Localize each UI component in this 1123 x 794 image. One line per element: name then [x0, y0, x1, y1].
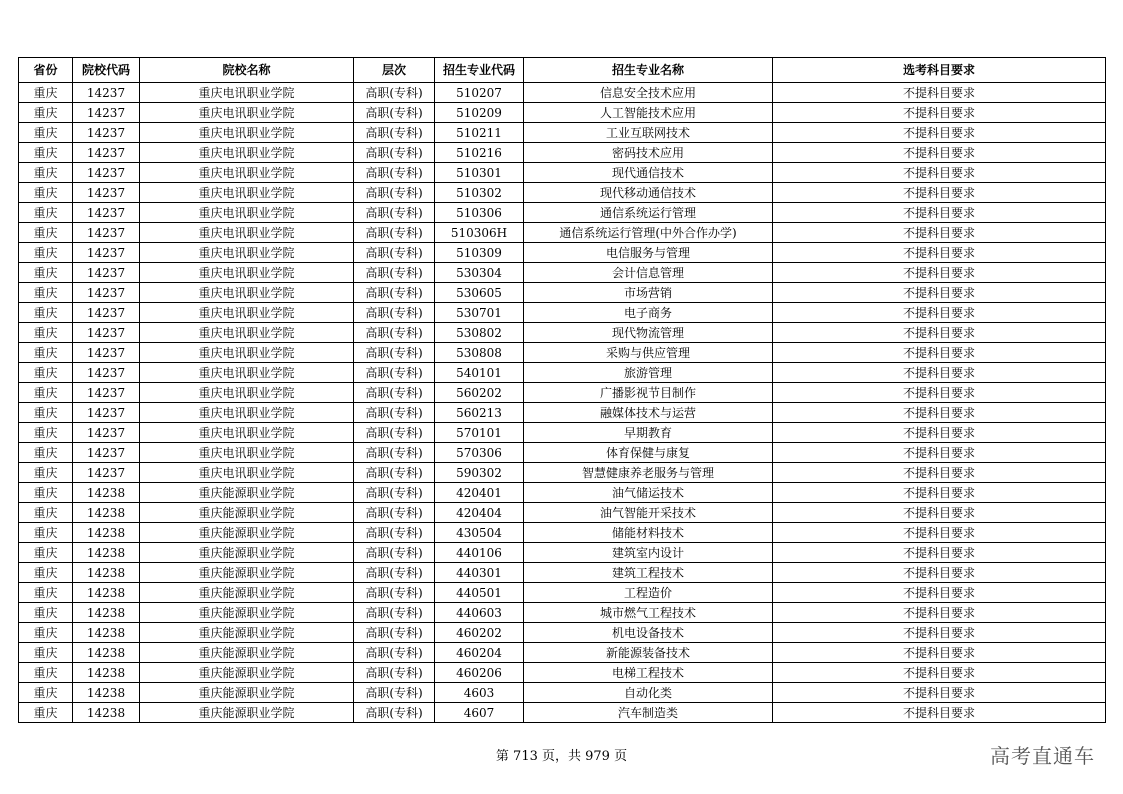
cell-major-code: 530808	[435, 343, 524, 363]
cell-major-code: 4603	[435, 683, 524, 703]
cell-level: 高职(专科)	[354, 583, 435, 603]
cell-major-code: 510216	[435, 143, 524, 163]
cell-school-name: 重庆电讯职业学院	[140, 203, 354, 223]
cell-school-code: 14237	[73, 143, 140, 163]
cell-major-name: 体育保健与康复	[524, 443, 773, 463]
cell-major-code: 420401	[435, 483, 524, 503]
cell-major-name: 工业互联网技术	[524, 123, 773, 143]
cell-level: 高职(专科)	[354, 623, 435, 643]
cell-subject-requirement: 不提科目要求	[773, 323, 1106, 343]
cell-major-name: 通信系统运行管理(中外合作办学)	[524, 223, 773, 243]
cell-level: 高职(专科)	[354, 103, 435, 123]
cell-major-code: 510209	[435, 103, 524, 123]
cell-school-code: 14238	[73, 543, 140, 563]
cell-school-code: 14238	[73, 663, 140, 683]
table-row	[19, 163, 1106, 183]
table-row	[19, 403, 1106, 423]
cell-subject-requirement: 不提科目要求	[773, 403, 1106, 423]
cell-province: 重庆	[19, 103, 73, 123]
cell-school-code: 14237	[73, 203, 140, 223]
cell-major-name: 电信服务与管理	[524, 243, 773, 263]
table-row	[19, 503, 1106, 523]
cell-province: 重庆	[19, 483, 73, 503]
cell-province: 重庆	[19, 263, 73, 283]
cell-subject-requirement: 不提科目要求	[773, 303, 1106, 323]
cell-province: 重庆	[19, 143, 73, 163]
cell-province: 重庆	[19, 323, 73, 343]
table-row	[19, 423, 1106, 443]
cell-major-code: 560213	[435, 403, 524, 423]
cell-school-name: 重庆电讯职业学院	[140, 83, 354, 103]
cell-level: 高职(专科)	[354, 83, 435, 103]
cell-level: 高职(专科)	[354, 703, 435, 723]
cell-subject-requirement: 不提科目要求	[773, 643, 1106, 663]
cell-major-name: 通信系统运行管理	[524, 203, 773, 223]
cell-level: 高职(专科)	[354, 403, 435, 423]
cell-major-name: 现代通信技术	[524, 163, 773, 183]
cell-major-code: 440603	[435, 603, 524, 623]
cell-school-code: 14238	[73, 643, 140, 663]
cell-province: 重庆	[19, 643, 73, 663]
table-row	[19, 603, 1106, 623]
cell-major-name: 建筑室内设计	[524, 543, 773, 563]
cell-level: 高职(专科)	[354, 563, 435, 583]
cell-major-code: 440106	[435, 543, 524, 563]
cell-school-code: 14237	[73, 283, 140, 303]
cell-major-code: 510211	[435, 123, 524, 143]
cell-level: 高职(专科)	[354, 603, 435, 623]
cell-school-name: 重庆电讯职业学院	[140, 323, 354, 343]
cell-school-code: 14238	[73, 503, 140, 523]
table-row	[19, 543, 1106, 563]
table-row	[19, 283, 1106, 303]
cell-school-name: 重庆能源职业学院	[140, 563, 354, 583]
table-row	[19, 263, 1106, 283]
table-row	[19, 683, 1106, 703]
cell-subject-requirement: 不提科目要求	[773, 383, 1106, 403]
cell-level: 高职(专科)	[354, 543, 435, 563]
cell-major-name: 储能材料技术	[524, 523, 773, 543]
cell-school-name: 重庆电讯职业学院	[140, 443, 354, 463]
cell-level: 高职(专科)	[354, 243, 435, 263]
cell-subject-requirement: 不提科目要求	[773, 423, 1106, 443]
table-row	[19, 83, 1106, 103]
cell-province: 重庆	[19, 463, 73, 483]
cell-school-code: 14237	[73, 383, 140, 403]
cell-major-code: 4607	[435, 703, 524, 723]
table-row	[19, 583, 1106, 603]
cell-major-code: 530605	[435, 283, 524, 303]
cell-subject-requirement: 不提科目要求	[773, 663, 1106, 683]
cell-school-code: 14237	[73, 303, 140, 323]
cell-school-name: 重庆能源职业学院	[140, 643, 354, 663]
cell-province: 重庆	[19, 503, 73, 523]
cell-major-name: 信息安全技术应用	[524, 83, 773, 103]
cell-level: 高职(专科)	[354, 643, 435, 663]
cell-major-name: 油气储运技术	[524, 483, 773, 503]
table-row	[19, 223, 1106, 243]
cell-subject-requirement: 不提科目要求	[773, 623, 1106, 643]
cell-level: 高职(专科)	[354, 523, 435, 543]
page-number: 第 713 页，共 979 页	[495, 749, 628, 764]
cell-level: 高职(专科)	[354, 163, 435, 183]
cell-province: 重庆	[19, 223, 73, 243]
cell-school-code: 14238	[73, 483, 140, 503]
cell-level: 高职(专科)	[354, 263, 435, 283]
cell-school-code: 14237	[73, 343, 140, 363]
cell-subject-requirement: 不提科目要求	[773, 223, 1106, 243]
cell-major-code: 510309	[435, 243, 524, 263]
cell-province: 重庆	[19, 543, 73, 563]
cell-level: 高职(专科)	[354, 443, 435, 463]
cell-subject-requirement: 不提科目要求	[773, 283, 1106, 303]
cell-subject-requirement: 不提科目要求	[773, 443, 1106, 463]
cell-school-code: 14237	[73, 263, 140, 283]
admissions-table	[18, 57, 1106, 723]
cell-subject-requirement: 不提科目要求	[773, 343, 1106, 363]
cell-school-name: 重庆电讯职业学院	[140, 303, 354, 323]
table-row	[19, 523, 1106, 543]
cell-province: 重庆	[19, 623, 73, 643]
cell-major-name: 早期教育	[524, 423, 773, 443]
cell-major-code: 440301	[435, 563, 524, 583]
cell-school-code: 14237	[73, 243, 140, 263]
cell-major-name: 会计信息管理	[524, 263, 773, 283]
cell-major-name: 油气智能开采技术	[524, 503, 773, 523]
cell-subject-requirement: 不提科目要求	[773, 363, 1106, 383]
cell-level: 高职(专科)	[354, 683, 435, 703]
cell-province: 重庆	[19, 683, 73, 703]
table-row	[19, 663, 1106, 683]
table-row	[19, 103, 1106, 123]
cell-province: 重庆	[19, 163, 73, 183]
table-row	[19, 303, 1106, 323]
cell-level: 高职(专科)	[354, 463, 435, 483]
cell-level: 高职(专科)	[354, 303, 435, 323]
cell-subject-requirement: 不提科目要求	[773, 483, 1106, 503]
cell-school-name: 重庆能源职业学院	[140, 543, 354, 563]
cell-major-name: 现代物流管理	[524, 323, 773, 343]
cell-school-name: 重庆能源职业学院	[140, 583, 354, 603]
table-row	[19, 643, 1106, 663]
cell-school-name: 重庆电讯职业学院	[140, 383, 354, 403]
cell-subject-requirement: 不提科目要求	[773, 603, 1106, 623]
cell-school-code: 14237	[73, 463, 140, 483]
cell-major-code: 560202	[435, 383, 524, 403]
table-row	[19, 183, 1106, 203]
cell-major-name: 新能源装备技术	[524, 643, 773, 663]
cell-school-code: 14237	[73, 183, 140, 203]
cell-province: 重庆	[19, 423, 73, 443]
cell-subject-requirement: 不提科目要求	[773, 123, 1106, 143]
table-body	[19, 83, 1106, 723]
cell-school-name: 重庆电讯职业学院	[140, 163, 354, 183]
header-row	[19, 58, 1106, 83]
cell-school-code: 14237	[73, 163, 140, 183]
cell-level: 高职(专科)	[354, 483, 435, 503]
header-level: 层次	[354, 58, 435, 83]
cell-major-name: 工程造价	[524, 583, 773, 603]
cell-subject-requirement: 不提科目要求	[773, 243, 1106, 263]
cell-subject-requirement: 不提科目要求	[773, 143, 1106, 163]
cell-province: 重庆	[19, 583, 73, 603]
cell-major-code: 510306	[435, 203, 524, 223]
cell-major-code: 460202	[435, 623, 524, 643]
cell-province: 重庆	[19, 303, 73, 323]
cell-major-code: 440501	[435, 583, 524, 603]
cell-level: 高职(专科)	[354, 123, 435, 143]
cell-school-code: 14238	[73, 603, 140, 623]
cell-level: 高职(专科)	[354, 323, 435, 343]
cell-major-code: 570101	[435, 423, 524, 443]
cell-level: 高职(专科)	[354, 503, 435, 523]
cell-major-name: 人工智能技术应用	[524, 103, 773, 123]
cell-school-name: 重庆能源职业学院	[140, 483, 354, 503]
cell-school-name: 重庆电讯职业学院	[140, 103, 354, 123]
table-row	[19, 703, 1106, 723]
cell-province: 重庆	[19, 663, 73, 683]
cell-school-name: 重庆电讯职业学院	[140, 223, 354, 243]
cell-province: 重庆	[19, 523, 73, 543]
header-major-name: 招生专业名称	[524, 58, 773, 83]
cell-major-code: 460204	[435, 643, 524, 663]
cell-province: 重庆	[19, 203, 73, 223]
table-row	[19, 343, 1106, 363]
cell-province: 重庆	[19, 283, 73, 303]
cell-school-code: 14238	[73, 703, 140, 723]
cell-province: 重庆	[19, 343, 73, 363]
cell-major-name: 机电设备技术	[524, 623, 773, 643]
table-row	[19, 323, 1106, 343]
cell-subject-requirement: 不提科目要求	[773, 683, 1106, 703]
cell-level: 高职(专科)	[354, 363, 435, 383]
cell-school-code: 14238	[73, 523, 140, 543]
watermark-logo-text: 高考直通车	[990, 744, 1095, 768]
cell-school-name: 重庆电讯职业学院	[140, 423, 354, 443]
cell-school-name: 重庆能源职业学院	[140, 503, 354, 523]
cell-subject-requirement: 不提科目要求	[773, 463, 1106, 483]
cell-school-code: 14238	[73, 583, 140, 603]
cell-major-name: 市场营销	[524, 283, 773, 303]
cell-school-code: 14238	[73, 683, 140, 703]
cell-school-name: 重庆电讯职业学院	[140, 123, 354, 143]
cell-major-name: 建筑工程技术	[524, 563, 773, 583]
cell-major-code: 530701	[435, 303, 524, 323]
cell-subject-requirement: 不提科目要求	[773, 103, 1106, 123]
cell-subject-requirement: 不提科目要求	[773, 563, 1106, 583]
cell-subject-requirement: 不提科目要求	[773, 83, 1106, 103]
cell-subject-requirement: 不提科目要求	[773, 183, 1106, 203]
cell-province: 重庆	[19, 383, 73, 403]
table-row	[19, 363, 1106, 383]
cell-school-code: 14237	[73, 403, 140, 423]
cell-school-code: 14237	[73, 323, 140, 343]
cell-major-name: 智慧健康养老服务与管理	[524, 463, 773, 483]
cell-province: 重庆	[19, 603, 73, 623]
cell-major-code: 510207	[435, 83, 524, 103]
cell-school-name: 重庆电讯职业学院	[140, 263, 354, 283]
table-row	[19, 623, 1106, 643]
table-row	[19, 383, 1106, 403]
cell-school-code: 14237	[73, 363, 140, 383]
cell-school-code: 14238	[73, 623, 140, 643]
table-row	[19, 443, 1106, 463]
cell-school-name: 重庆能源职业学院	[140, 603, 354, 623]
table-row	[19, 123, 1106, 143]
cell-major-name: 密码技术应用	[524, 143, 773, 163]
cell-major-code: 460206	[435, 663, 524, 683]
header-school-name: 院校名称	[140, 58, 354, 83]
cell-school-name: 重庆电讯职业学院	[140, 343, 354, 363]
cell-subject-requirement: 不提科目要求	[773, 503, 1106, 523]
cell-major-code: 530304	[435, 263, 524, 283]
cell-major-code: 530802	[435, 323, 524, 343]
cell-subject-requirement: 不提科目要求	[773, 203, 1106, 223]
cell-major-code: 430504	[435, 523, 524, 543]
cell-major-code: 510302	[435, 183, 524, 203]
cell-school-code: 14237	[73, 423, 140, 443]
cell-province: 重庆	[19, 83, 73, 103]
cell-province: 重庆	[19, 443, 73, 463]
cell-school-name: 重庆电讯职业学院	[140, 403, 354, 423]
cell-major-code: 420404	[435, 503, 524, 523]
cell-school-code: 14238	[73, 563, 140, 583]
cell-major-name: 自动化类	[524, 683, 773, 703]
header-province: 省份	[19, 58, 73, 83]
cell-subject-requirement: 不提科目要求	[773, 523, 1106, 543]
cell-school-code: 14237	[73, 123, 140, 143]
cell-major-name: 现代移动通信技术	[524, 183, 773, 203]
table-header	[19, 58, 1106, 83]
cell-major-name: 广播影视节目制作	[524, 383, 773, 403]
cell-major-name: 采购与供应管理	[524, 343, 773, 363]
cell-province: 重庆	[19, 363, 73, 383]
header-major-code: 招生专业代码	[435, 58, 524, 83]
cell-major-name: 城市燃气工程技术	[524, 603, 773, 623]
cell-major-code: 590302	[435, 463, 524, 483]
cell-level: 高职(专科)	[354, 663, 435, 683]
cell-major-code: 540101	[435, 363, 524, 383]
table-row	[19, 563, 1106, 583]
cell-subject-requirement: 不提科目要求	[773, 263, 1106, 283]
cell-school-name: 重庆电讯职业学院	[140, 463, 354, 483]
cell-subject-requirement: 不提科目要求	[773, 163, 1106, 183]
cell-school-name: 重庆能源职业学院	[140, 683, 354, 703]
table-row	[19, 203, 1106, 223]
table-row	[19, 243, 1106, 263]
cell-major-name: 旅游管理	[524, 363, 773, 383]
cell-major-code: 570306	[435, 443, 524, 463]
header-subject-requirement: 选考科目要求	[773, 58, 1106, 83]
cell-level: 高职(专科)	[354, 143, 435, 163]
cell-level: 高职(专科)	[354, 283, 435, 303]
cell-school-name: 重庆能源职业学院	[140, 703, 354, 723]
cell-school-name: 重庆电讯职业学院	[140, 283, 354, 303]
table-row	[19, 143, 1106, 163]
cell-school-name: 重庆电讯职业学院	[140, 243, 354, 263]
cell-level: 高职(专科)	[354, 423, 435, 443]
cell-school-name: 重庆能源职业学院	[140, 663, 354, 683]
cell-school-code: 14237	[73, 223, 140, 243]
cell-level: 高职(专科)	[354, 183, 435, 203]
cell-school-name: 重庆电讯职业学院	[140, 143, 354, 163]
cell-school-name: 重庆电讯职业学院	[140, 363, 354, 383]
cell-province: 重庆	[19, 403, 73, 423]
cell-level: 高职(专科)	[354, 383, 435, 403]
cell-level: 高职(专科)	[354, 203, 435, 223]
cell-major-name: 汽车制造类	[524, 703, 773, 723]
table-row	[19, 483, 1106, 503]
cell-level: 高职(专科)	[354, 343, 435, 363]
cell-major-name: 电子商务	[524, 303, 773, 323]
cell-province: 重庆	[19, 243, 73, 263]
cell-province: 重庆	[19, 563, 73, 583]
table-row	[19, 463, 1106, 483]
cell-subject-requirement: 不提科目要求	[773, 583, 1106, 603]
cell-school-name: 重庆电讯职业学院	[140, 183, 354, 203]
header-school-code: 院校代码	[73, 58, 140, 83]
cell-major-name: 电梯工程技术	[524, 663, 773, 683]
cell-province: 重庆	[19, 703, 73, 723]
cell-subject-requirement: 不提科目要求	[773, 703, 1106, 723]
cell-province: 重庆	[19, 123, 73, 143]
cell-level: 高职(专科)	[354, 223, 435, 243]
cell-school-code: 14237	[73, 103, 140, 123]
cell-school-name: 重庆能源职业学院	[140, 623, 354, 643]
cell-school-code: 14237	[73, 83, 140, 103]
cell-major-name: 融媒体技术与运营	[524, 403, 773, 423]
cell-subject-requirement: 不提科目要求	[773, 543, 1106, 563]
cell-province: 重庆	[19, 183, 73, 203]
cell-school-name: 重庆能源职业学院	[140, 523, 354, 543]
cell-major-code: 510301	[435, 163, 524, 183]
cell-major-code: 510306H	[435, 223, 524, 243]
cell-school-code: 14237	[73, 443, 140, 463]
